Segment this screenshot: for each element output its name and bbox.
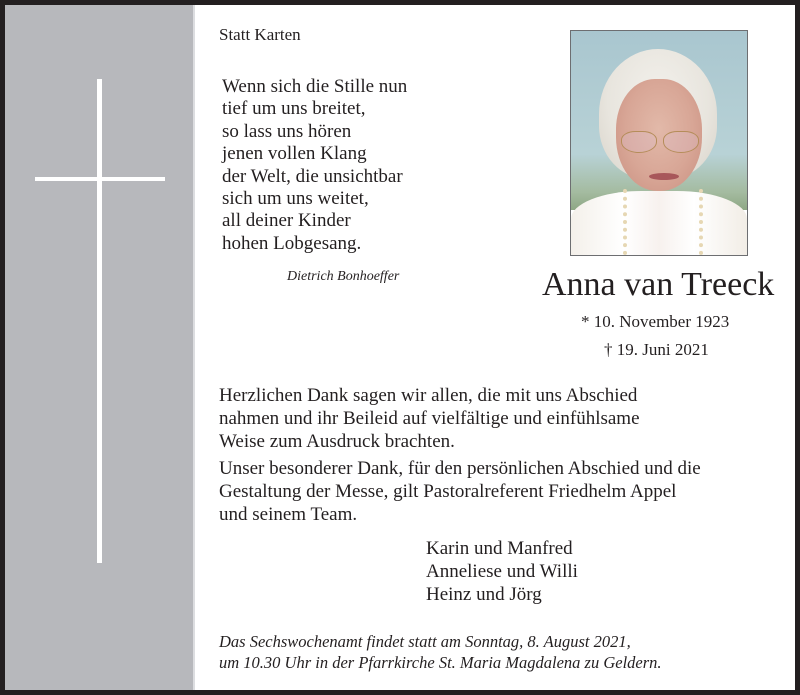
- thanks-line: Gestaltung der Messe, gilt Pastoralreferent Friedhelm Appel: [219, 481, 677, 502]
- thanks-line: und seinem Team.: [219, 504, 358, 525]
- thanks-line: Unser besonderer Dank, für den persönlichen Abschied und die: [219, 458, 701, 479]
- side-panel: [5, 5, 195, 690]
- poem-line: der Welt, die unsichtbar: [222, 165, 403, 187]
- signer: Karin und Manfred: [426, 538, 573, 559]
- poem-line: all deiner Kinder: [222, 210, 351, 232]
- deceased-name: Anna van Treeck: [542, 266, 775, 303]
- notice-line: um 10.30 Uhr in der Pfarrkirche St. Maria Magdalena zu Geldern.: [219, 653, 662, 672]
- photo-glasses-left: [621, 131, 657, 153]
- service-notice: [219, 631, 662, 673]
- poem-line: jenen vollen Klang: [222, 143, 367, 165]
- thank-you-text: [219, 384, 701, 526]
- signer: Anneliese und Willi: [426, 561, 578, 582]
- poem-line: so lass uns hören: [222, 120, 352, 142]
- poem-line: hohen Lobgesang.: [222, 232, 362, 254]
- poem-line: tief um uns breitet,: [222, 98, 366, 120]
- statt-karten-heading: Statt Karten: [219, 25, 301, 44]
- thanks-paragraph: [219, 384, 701, 453]
- signers: [426, 537, 578, 606]
- cross-horizontal-bar: [35, 177, 165, 181]
- thanks-paragraph: [219, 457, 701, 526]
- signer: Heinz und Jörg: [426, 584, 542, 605]
- obituary-card: [5, 5, 795, 690]
- photo-glasses-right: [663, 131, 699, 153]
- thanks-line: Herzlichen Dank sagen wir allen, die mit uns Abschied: [219, 385, 638, 406]
- poem: [222, 76, 407, 255]
- notice-line: Das Sechswochenamt findet statt am Sonntag, 8. August 2021,: [219, 632, 631, 651]
- poem-line: Wenn sich die Stille nun: [222, 76, 408, 97]
- death-date: † 19. Juni 2021: [604, 340, 709, 359]
- thanks-line: Weise zum Ausdruck brachten.: [219, 431, 455, 452]
- photo-pearl-necklace: [623, 189, 703, 255]
- cross-vertical-bar: [97, 79, 102, 563]
- thanks-line: nahmen und ihr Beileid auf vielfältige und einfühlsame: [219, 408, 640, 429]
- portrait-photo: [570, 30, 748, 256]
- poem-author: Dietrich Bonhoeffer: [287, 269, 400, 284]
- poem-line: sich um uns weitet,: [222, 188, 369, 210]
- photo-mouth: [649, 173, 679, 180]
- birth-date: * 10. November 1923: [581, 312, 730, 331]
